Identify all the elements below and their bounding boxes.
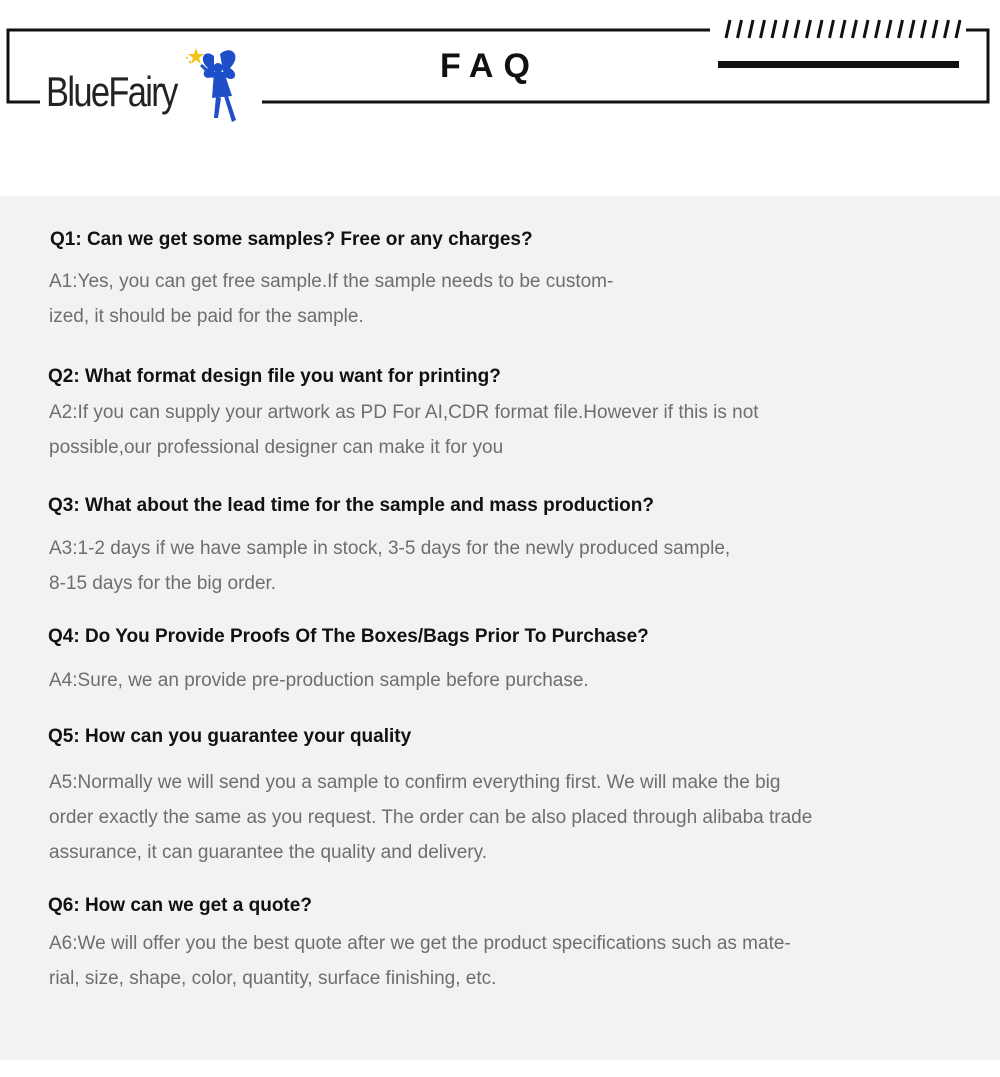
hatch-mark (945, 20, 949, 38)
faq-answer-line: A6:We will offer you the best quote after we get the product specifications such as mate- (49, 933, 791, 954)
faq-answer-line: possible,our professional designer can make it for you (49, 437, 504, 458)
hatch-mark (853, 20, 857, 38)
hatch-mark (818, 20, 822, 38)
faq-panel (0, 196, 1000, 1060)
faq-answer-line: A3:1-2 days if we have sample in stock, 3-5 days for the newly produced sample, (49, 538, 731, 559)
faq-answer-line: rial, size, shape, color, quantity, surface finishing, etc. (49, 968, 497, 989)
faq-answer-line: A2:If you can supply your artwork as PD For AI,CDR format file.However if this is not (49, 402, 759, 423)
hatch-mark (864, 20, 868, 38)
faq-header (0, 0, 1000, 196)
page-title: FAQ (440, 47, 540, 85)
faq-answer-4 (49, 663, 589, 698)
faq-question-6: Q6: How can we get a quote? (48, 895, 312, 916)
hatch-mark (933, 20, 937, 38)
faq-answer-3 (49, 531, 730, 601)
faq-answer-line: A4:Sure, we an provide pre-production sample before purchase. (49, 670, 589, 691)
faq-question-2: Q2: What format design file you want for printing? (48, 366, 501, 387)
hatch-mark (841, 20, 845, 38)
hatch-mark (887, 20, 891, 38)
hatch-mark (749, 20, 753, 38)
hatch-mark (807, 20, 811, 38)
faq-question-5: Q5: How can you guarantee your quality (48, 726, 412, 747)
faq-answer-line: assurance, it can guarantee the quality and delivery. (49, 842, 487, 863)
hatch-mark (784, 20, 788, 38)
hatch-mark (772, 20, 776, 38)
faq-answer-line: A1:Yes, you can get free sample.If the sample needs to be custom- (49, 271, 614, 292)
hatch-mark (738, 20, 742, 38)
hatch-mark (795, 20, 799, 38)
hatch-mark (922, 20, 926, 38)
faq-answer-6 (49, 926, 791, 996)
hatch-mark (726, 20, 730, 38)
fairy-logo-icon (186, 46, 248, 126)
hatch-mark (956, 20, 960, 38)
faq-question-1: Q1: Can we get some samples? Free or any charges? (50, 229, 533, 250)
faq-answer-2 (49, 395, 759, 465)
faq-answer-line: ized, it should be paid for the sample. (49, 306, 364, 327)
faq-answer-line: 8-15 days for the big order. (49, 573, 277, 594)
brand-logo-text: BlueFairy (46, 68, 177, 115)
faq-question-3: Q3: What about the lead time for the sample and mass production? (48, 495, 654, 516)
hatch-mark (876, 20, 880, 38)
faq-answer-line: order exactly the same as you request. The order can be also placed through alibaba trade (49, 807, 813, 828)
faq-question-4: Q4: Do You Provide Proofs Of The Boxes/Bags Prior To Purchase? (48, 626, 649, 647)
faq-answer-5 (49, 765, 812, 870)
faq-answer-line: A5:Normally we will send you a sample to confirm everything first. We will make the big (49, 772, 781, 793)
hatch-mark (899, 20, 903, 38)
hatch-mark (830, 20, 834, 38)
hatch-mark (761, 20, 765, 38)
faq-answer-1 (49, 264, 613, 334)
hatch-mark (910, 20, 914, 38)
